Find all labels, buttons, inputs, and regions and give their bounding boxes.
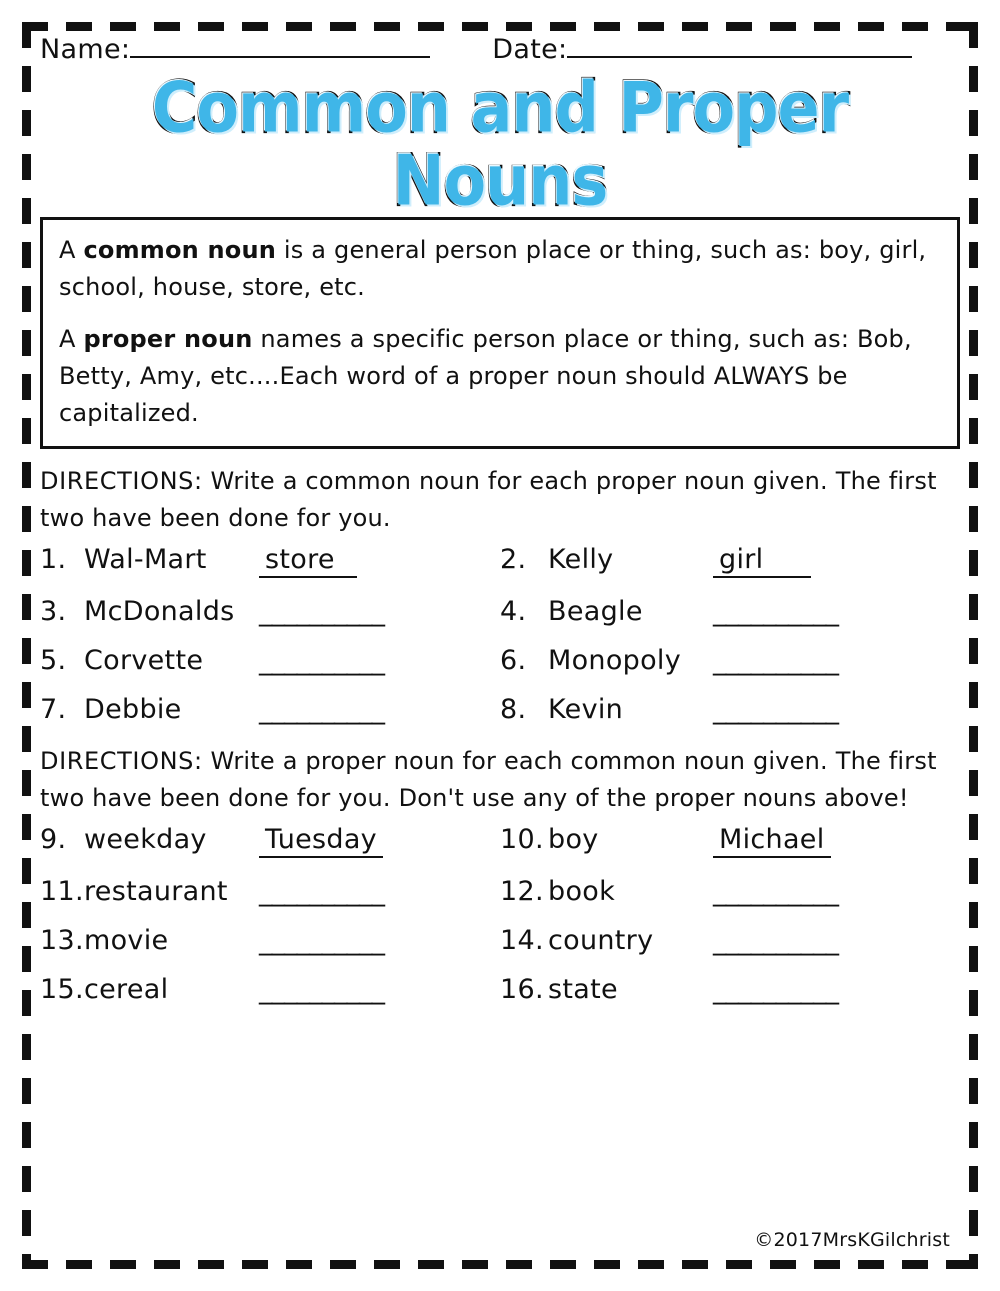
worksheet-item-11 bbox=[40, 876, 500, 907]
common-def-text: is a general person place or thing, such as: boy, girl, school, house, store, etc. bbox=[59, 236, 927, 302]
worksheet-item-8 bbox=[500, 694, 960, 725]
worksheet-item-2 bbox=[500, 544, 960, 578]
item-answer-4[interactable]: __________ bbox=[713, 596, 838, 628]
worksheet-item-1 bbox=[40, 544, 500, 578]
worksheet-item-15 bbox=[40, 974, 500, 1005]
worksheet-item-13 bbox=[40, 925, 500, 956]
item-answer-8[interactable]: __________ bbox=[713, 694, 838, 726]
section2-directions-label: DIRECTIONS: bbox=[40, 747, 203, 776]
item-number: 11. bbox=[40, 876, 84, 907]
item-row bbox=[40, 645, 960, 676]
proper-noun-definition bbox=[59, 321, 941, 433]
item-row bbox=[40, 694, 960, 725]
item-row bbox=[40, 544, 960, 578]
item-answer-11[interactable]: __________ bbox=[259, 876, 384, 907]
item-prompt: book bbox=[548, 876, 616, 907]
item-prompt: restaurant bbox=[84, 876, 228, 907]
item-answer-5[interactable]: __________ bbox=[259, 645, 384, 677]
item-answer-9[interactable]: Tuesday bbox=[259, 824, 383, 858]
section2-items bbox=[40, 824, 960, 1005]
worksheet-item-5 bbox=[40, 645, 500, 676]
item-answer-3[interactable]: __________ bbox=[259, 596, 384, 628]
border-right bbox=[969, 22, 978, 1269]
name-label: Name: bbox=[40, 34, 131, 65]
item-number: 14. bbox=[500, 925, 544, 956]
item-prompt: Kelly bbox=[548, 544, 614, 576]
item-number: 10. bbox=[500, 824, 544, 855]
common-noun-definition bbox=[59, 232, 941, 306]
item-number: 16. bbox=[500, 974, 544, 1005]
item-row bbox=[40, 974, 960, 1005]
item-number: 9. bbox=[40, 824, 67, 855]
item-prompt: Debbie bbox=[84, 694, 182, 726]
worksheet-item-10 bbox=[500, 824, 960, 858]
proper-noun-term: proper noun bbox=[83, 324, 253, 353]
item-answer-6[interactable]: __________ bbox=[713, 645, 838, 677]
worksheet-item-16 bbox=[500, 974, 960, 1005]
item-answer-10[interactable]: Michael bbox=[713, 824, 831, 858]
date-label: Date: bbox=[492, 34, 568, 65]
common-noun-term: common noun bbox=[83, 236, 277, 265]
section2-directions-text: Write a proper noun for each common noun given. The first two have been done for you. Don't use any of the proper nouns above! bbox=[40, 747, 937, 812]
page-title: Common and Proper Nouns bbox=[151, 66, 849, 222]
item-number: 4. bbox=[500, 596, 527, 628]
item-prompt: state bbox=[548, 974, 618, 1005]
item-number: 13. bbox=[40, 925, 84, 956]
item-prompt: Wal-Mart bbox=[84, 544, 207, 576]
proper-def-text: names a specific person place or thing, such as: Bob, Betty, Amy, etc....Each word of a proper noun should ALWAYS be capitalized. bbox=[59, 324, 912, 427]
item-prompt: cereal bbox=[84, 974, 169, 1005]
item-row bbox=[40, 824, 960, 858]
item-answer-2[interactable]: girl bbox=[713, 544, 811, 578]
worksheet-item-7 bbox=[40, 694, 500, 725]
item-prompt: country bbox=[548, 925, 654, 956]
date-input-line[interactable] bbox=[567, 36, 912, 58]
item-prompt: Corvette bbox=[84, 645, 204, 677]
title-block bbox=[40, 66, 960, 222]
item-prompt: Kevin bbox=[548, 694, 624, 726]
item-prompt: Monopoly bbox=[548, 645, 681, 677]
item-prompt: Beagle bbox=[548, 596, 643, 628]
worksheet-item-9 bbox=[40, 824, 500, 858]
item-prompt: boy bbox=[548, 824, 599, 855]
worksheet-item-14 bbox=[500, 925, 960, 956]
item-row bbox=[40, 596, 960, 627]
item-number: 7. bbox=[40, 694, 67, 726]
section1-directions-label: DIRECTIONS: bbox=[40, 467, 203, 496]
section1-directions bbox=[40, 463, 960, 536]
item-answer-16[interactable]: __________ bbox=[713, 974, 838, 1005]
item-prompt: McDonalds bbox=[84, 596, 235, 628]
proper-def-lead: A bbox=[59, 324, 84, 353]
item-number: 3. bbox=[40, 596, 67, 628]
border-bottom bbox=[22, 1260, 978, 1269]
section1-directions-text: Write a common noun for each proper noun given. The first two have been done for you. bbox=[40, 467, 937, 532]
item-number: 12. bbox=[500, 876, 544, 907]
worksheet-item-12 bbox=[500, 876, 960, 907]
item-answer-12[interactable]: __________ bbox=[713, 876, 838, 907]
item-answer-14[interactable]: __________ bbox=[713, 925, 838, 956]
item-prompt: movie bbox=[84, 925, 169, 956]
section1-items bbox=[40, 544, 960, 725]
item-number: 8. bbox=[500, 694, 527, 726]
border-left bbox=[22, 22, 31, 1269]
item-number: 2. bbox=[500, 544, 527, 576]
section2-directions bbox=[40, 743, 960, 816]
item-number: 15. bbox=[40, 974, 84, 1005]
name-date-row bbox=[40, 34, 960, 65]
item-answer-15[interactable]: __________ bbox=[259, 974, 384, 1005]
item-answer-13[interactable]: __________ bbox=[259, 925, 384, 956]
worksheet-item-3 bbox=[40, 596, 500, 627]
item-row bbox=[40, 925, 960, 956]
item-answer-1[interactable]: store bbox=[259, 544, 357, 578]
item-answer-7[interactable]: __________ bbox=[259, 694, 384, 726]
item-number: 5. bbox=[40, 645, 67, 677]
copyright-footer: ©2017MrsKGilchrist bbox=[754, 1229, 950, 1251]
border-top bbox=[22, 22, 978, 31]
item-prompt: weekday bbox=[84, 824, 207, 855]
worksheet-content bbox=[40, 34, 960, 1257]
item-number: 1. bbox=[40, 544, 67, 576]
item-number: 6. bbox=[500, 645, 527, 677]
worksheet-item-6 bbox=[500, 645, 960, 676]
worksheet-item-4 bbox=[500, 596, 960, 627]
item-row bbox=[40, 876, 960, 907]
common-def-lead: A bbox=[59, 236, 84, 265]
definition-box bbox=[40, 217, 960, 449]
name-input-line[interactable] bbox=[130, 36, 430, 58]
